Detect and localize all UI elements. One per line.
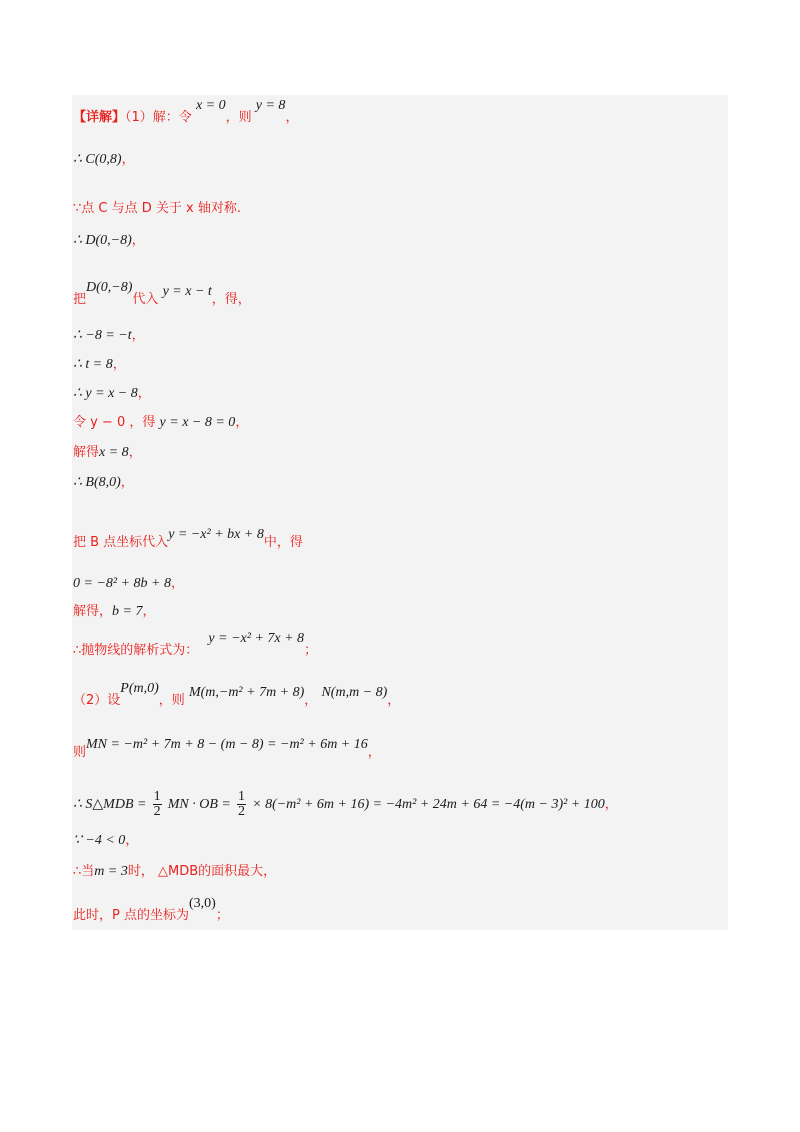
text-then-3: 则 <box>73 745 87 760</box>
math-area-mid: MN · OB = <box>167 797 231 812</box>
math-point-p: P(m,0) <box>120 681 159 696</box>
punct: ， <box>120 475 134 490</box>
solution-line-1 <box>73 98 299 126</box>
math-point-d-sub: D(0,−8) <box>86 280 133 295</box>
text-get: ，得， <box>211 292 251 307</box>
solution-line-16 <box>73 681 401 709</box>
solution-line-17 <box>73 737 381 761</box>
solution-line-14 <box>73 604 155 620</box>
solution-line-10 <box>73 445 142 461</box>
math-line-result: ∴ y = x − 8 <box>73 386 138 401</box>
text-then: ，则 <box>225 110 252 125</box>
text-in-get: 中，得 <box>263 535 303 550</box>
punct: ， <box>131 233 145 248</box>
math-point-n: N(m,m − 8) <box>321 685 388 700</box>
math-parabola-general: y = −x² + bx + 8 <box>168 527 264 542</box>
solution-line-2 <box>73 152 135 168</box>
math-m-value: m = 3 <box>94 864 128 879</box>
text-coordinates: 此时，P 点的坐标为 <box>73 908 189 923</box>
math-x-value: x = 8 <box>99 445 129 460</box>
fraction-denominator: 2 <box>237 804 245 819</box>
solution-line-19 <box>73 833 138 849</box>
solution-line-21 <box>73 896 229 924</box>
math-point-d: ∴ D(0,−8) <box>73 233 132 248</box>
math-point-result: (3,0) <box>188 896 216 911</box>
math-t-value: ∴ t = 8 <box>73 357 113 372</box>
solution-line-12 <box>73 527 303 551</box>
math-line-eq: y = x − t <box>162 284 212 299</box>
math-eq-t: ∴ −8 = −t <box>73 328 132 343</box>
text-into: 代入 <box>132 292 159 307</box>
punct: ； <box>304 643 318 658</box>
text-parabola-expr: ∴抛物线的解析式为： <box>73 643 199 658</box>
solution-line-9 <box>73 415 248 431</box>
part-2-label: （2）设 <box>73 693 121 708</box>
math-y-eight: y = 8 <box>255 98 286 113</box>
punct: ； <box>215 908 229 923</box>
punct: ， <box>387 693 401 708</box>
text-substitute: 把 <box>73 292 87 307</box>
part-1-label: （1）解：令 <box>125 110 192 125</box>
punct: ， <box>304 693 318 708</box>
math-point-m: M(m,−m² + 7m + 8) <box>188 685 305 700</box>
triangle-label: △MDB <box>158 864 199 879</box>
solution-line-18 <box>73 790 618 819</box>
punct: ， <box>285 110 299 125</box>
symmetry-statement: ∵点 C 与点 D 关于 x 轴对称. <box>73 201 241 216</box>
text-time: 时， <box>127 864 154 879</box>
math-area-right: × 8(−m² + 6m + 16) = −4m² + 24m + 64 = −4(m − 3)² + 100 <box>252 797 605 812</box>
math-negative-coef: ∵ −4 < 0 <box>73 833 126 848</box>
math-fraction-half-2 <box>237 790 246 819</box>
solution-line-11 <box>73 475 134 491</box>
math-point-c: ∴ C(0,8) <box>73 152 122 167</box>
fraction-numerator: 1 <box>153 789 161 804</box>
punct: ， <box>128 445 142 460</box>
punct: ， <box>121 152 135 167</box>
punct: ， <box>171 576 185 591</box>
text-solved: 解得 <box>73 445 100 460</box>
text-let-y: 令 y − 0 ，得 <box>73 415 156 430</box>
math-solve-x: y = x − 8 = 0 <box>159 415 236 430</box>
text-solved-b: 解得， <box>73 604 113 619</box>
punct: ， <box>142 604 156 619</box>
detail-tag: 【详解】 <box>73 110 126 125</box>
text-when: ∴当 <box>73 864 95 879</box>
math-fraction-half <box>153 790 162 819</box>
math-equation-b: 0 = −8² + 8b + 8 <box>73 576 171 591</box>
solution-line-8 <box>73 386 151 402</box>
math-point-b: ∴ B(8,0) <box>73 475 121 490</box>
punct: ， <box>367 745 381 760</box>
punct: ， <box>235 415 249 430</box>
math-x-zero: x = 0 <box>195 98 226 113</box>
math-parabola: y = −x² + 7x + 8 <box>208 631 305 646</box>
math-b-value: b = 7 <box>112 604 143 619</box>
fraction-numerator: 1 <box>237 789 245 804</box>
math-area-left: ∴ S△MDB = <box>73 797 147 812</box>
punct: ， <box>125 833 139 848</box>
solution-line-15 <box>73 631 318 659</box>
solution-line-7 <box>73 357 126 373</box>
text-then-2: ，则 <box>158 693 185 708</box>
solution-line-4 <box>73 233 145 249</box>
solution-line-13 <box>73 576 184 592</box>
text-substitute-b: 把 B 点坐标代入 <box>73 535 169 550</box>
punct: ， <box>112 357 126 372</box>
fraction-denominator: 2 <box>153 804 161 819</box>
solution-line-20 <box>73 864 276 880</box>
solution-line-6 <box>73 328 145 344</box>
text-max-area: 的面积最大， <box>198 864 277 879</box>
punct: ， <box>604 797 618 812</box>
punct: ， <box>137 386 151 401</box>
solution-line-5 <box>73 280 251 308</box>
solution-line-3 <box>73 201 241 217</box>
math-mn-length: MN = −m² + 7m + 8 − (m − 8) = −m² + 6m + 16 <box>86 737 368 752</box>
punct: ， <box>131 328 145 343</box>
